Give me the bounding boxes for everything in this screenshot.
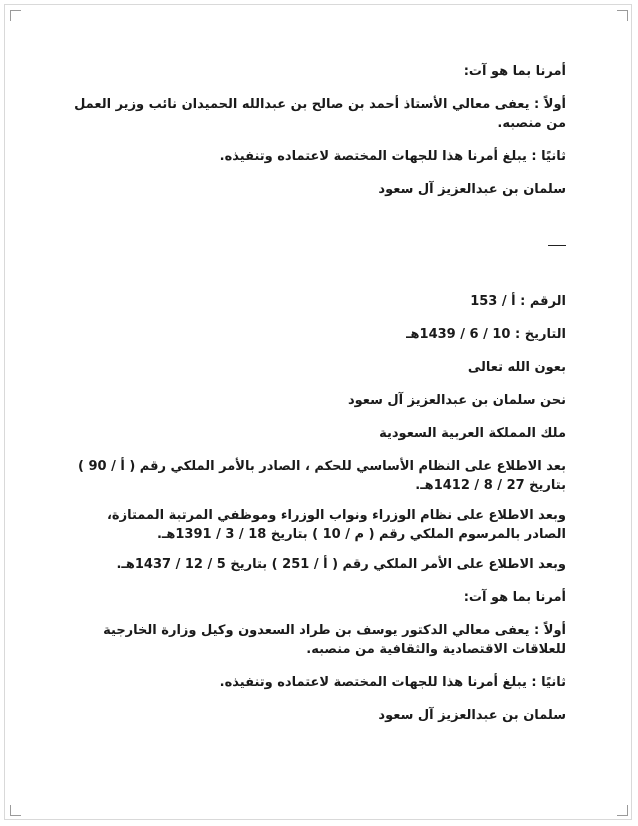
- crop-mark-bottom-right: [617, 805, 628, 816]
- issuer-title: ملك المملكة العربية السعودية: [379, 426, 566, 441]
- preamble-royal-order: وبعد الاطلاع على الأمر الملكي رقم ( أ / 251 ) بتاريخ 5 / 12 / 1437هـ.: [116, 557, 566, 572]
- order-intro-2: أمرنا بما هو آت:: [463, 590, 566, 605]
- decree-date: التاريخ : 10 / 6 / 1439هـ: [406, 327, 566, 342]
- clause-first-2: أولاً : يعفى معالي الدكتور يوسف بن طراد السعدون وكيل وزارة الخارجية للعلاقات الاقتصادية والثقافية من منصبه.: [103, 623, 566, 657]
- signature-2: سلمان بن عبدالعزيز آل سعود: [378, 708, 566, 723]
- issuer-name: نحن سلمان بن عبدالعزيز آل سعود: [347, 393, 566, 408]
- decree-number: الرقم : أ / 153: [470, 294, 566, 309]
- signature: سلمان بن عبدالعزيز آل سعود: [378, 182, 566, 197]
- clause-first: أولاً : يعفى معالي الأستاذ أحمد بن صالح بن عبدالله الحميدان نائب وزير العمل من منصبه.: [74, 97, 566, 131]
- separator-line: [548, 245, 566, 246]
- document-body: [70, 62, 566, 725]
- crop-mark-top-right: [617, 10, 628, 21]
- crop-mark-top-left: [10, 10, 21, 21]
- preamble-basic-law: بعد الاطلاع على النظام الأساسي للحكم ، الصادر بالأمر الملكي رقم ( أ / 90 ) بتاريخ 27 / 8 / 1412هـ.: [78, 459, 566, 493]
- clause-second: ثانيًا : يبلغ أمرنا هذا للجهات المختصة لاعتماده وتنفيذه.: [219, 149, 566, 164]
- crop-mark-bottom-left: [10, 805, 21, 816]
- section-separator: [70, 235, 566, 254]
- order-intro: أمرنا بما هو آت:: [463, 64, 566, 79]
- preamble-ministers-law: وبعد الاطلاع على نظام الوزراء ونواب الوزراء وموظفي المرتبة الممتازة، الصادر بالمرسوم الملكي رقم ( م / 10 ) بتاريخ 18 / 3 / 1391هـ.: [106, 508, 566, 542]
- clause-second-2: ثانيًا : يبلغ أمرنا هذا للجهات المختصة لاعتماده وتنفيذه.: [219, 675, 566, 690]
- invocation: بعون الله تعالى: [467, 360, 566, 375]
